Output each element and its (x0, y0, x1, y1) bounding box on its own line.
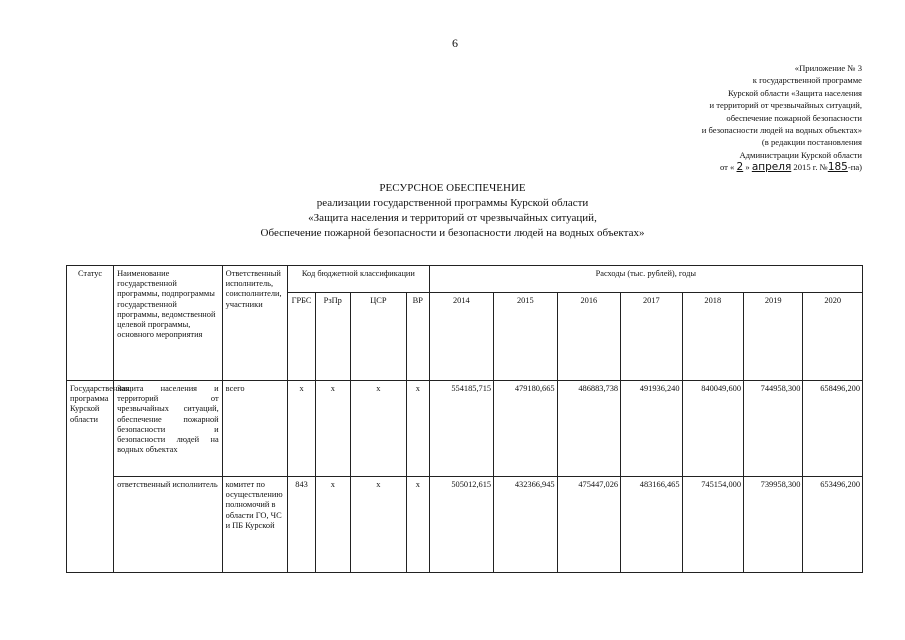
header-year: 2018 (682, 293, 743, 381)
table-row (67, 381, 863, 477)
table-row (67, 477, 863, 573)
header-csr: ЦСР (350, 293, 406, 381)
responsible-cell: всего (222, 381, 288, 477)
value-cell: 658496,200 (803, 381, 863, 477)
header-year: 2016 (557, 293, 621, 381)
appendix-line: к государственной программе (752, 75, 862, 86)
value-cell: 486883,738 (557, 381, 621, 477)
header-expenses: Расходы (тыс. рублей), годы (429, 266, 862, 293)
status-cell: Государственная программа Курской области (67, 381, 114, 573)
value-cell: 505012,615 (429, 477, 494, 573)
header-year: 2019 (744, 293, 803, 381)
responsible-cell: комитет по осуществлению полномочий в области ГО, ЧС и ПБ Курской (222, 477, 288, 573)
value-cell: 739958,300 (744, 477, 803, 573)
value-cell: 745154,000 (682, 477, 743, 573)
value-cell: 483166,465 (621, 477, 682, 573)
code-cell: х (407, 381, 430, 477)
header-responsible: Ответственный исполнитель, соисполнители, участники (222, 266, 288, 381)
date-line (562, 161, 862, 173)
date-mid: » (745, 162, 750, 173)
document-heading (0, 181, 905, 241)
header-status: Статус (67, 266, 114, 381)
header-rzpr: РзПр (315, 293, 350, 381)
code-cell: х (315, 477, 350, 573)
appendix-line: и территорий от чрезвычайных ситуаций, (709, 100, 862, 111)
header-year: 2017 (621, 293, 682, 381)
program-name-cell: ответственный исполнитель (114, 477, 223, 573)
appendix-line: обеспечение пожарной безопасности (726, 112, 862, 123)
resource-table (66, 265, 863, 573)
document-number: 185 (827, 161, 848, 174)
code-cell: 843 (288, 477, 316, 573)
header-year: 2020 (803, 293, 863, 381)
date-month: апреля (751, 161, 792, 174)
date-year: 2015 г. № (793, 162, 828, 173)
value-cell: 475447,026 (557, 477, 621, 573)
program-name-cell: Защита населения и территорий от чрезвычайных ситуаций, обеспечение пожарной безопасности и безопасности людей на водных объектах (114, 381, 223, 477)
value-cell: 653496,200 (803, 477, 863, 573)
header-grbs: ГРБС (288, 293, 316, 381)
header-budget-code: Код бюджетной классификации (288, 266, 429, 293)
header-year: 2014 (429, 293, 494, 381)
appendix-line: Курской области «Защита населения (727, 87, 862, 98)
header-name: Наименование государственной программы, подпрограммы государственной программы, ведомственной целевой программы, основного мероприятия (114, 266, 223, 381)
heading-line: реализации государственной программы Курской области (316, 197, 589, 209)
appendix-block (562, 62, 862, 174)
page-number: 6 (452, 36, 458, 50)
value-cell: 744958,300 (744, 381, 803, 477)
date-suffix: -па) (847, 162, 862, 173)
code-cell: х (407, 477, 430, 573)
heading-title: РЕСУРСНОЕ ОБЕСПЕЧЕНИЕ (379, 182, 526, 194)
code-cell: х (350, 477, 406, 573)
code-cell: х (350, 381, 406, 477)
value-cell: 479180,665 (494, 381, 558, 477)
heading-line: «Защита населения и территорий от чрезвычайных ситуаций, (308, 212, 597, 224)
value-cell: 432366,945 (494, 477, 558, 573)
value-cell: 554185,715 (429, 381, 494, 477)
header-row (67, 266, 863, 293)
appendix-line: и безопасности людей на водных объектах» (701, 125, 862, 136)
date-day: 2 (736, 161, 744, 174)
code-cell: х (315, 381, 350, 477)
appendix-line: (в редакции постановления (761, 137, 862, 148)
code-cell: х (288, 381, 316, 477)
date-prefix: от « (719, 162, 735, 173)
value-cell: 491936,240 (621, 381, 682, 477)
heading-line: Обеспечение пожарной безопасности и безопасности людей на водных объектах» (260, 227, 645, 239)
value-cell: 840049,600 (682, 381, 743, 477)
appendix-line: «Приложение № 3 (794, 63, 862, 73)
appendix-line: Администрации Курской области (739, 149, 862, 160)
header-year: 2015 (494, 293, 558, 381)
header-vr: ВР (407, 293, 430, 381)
